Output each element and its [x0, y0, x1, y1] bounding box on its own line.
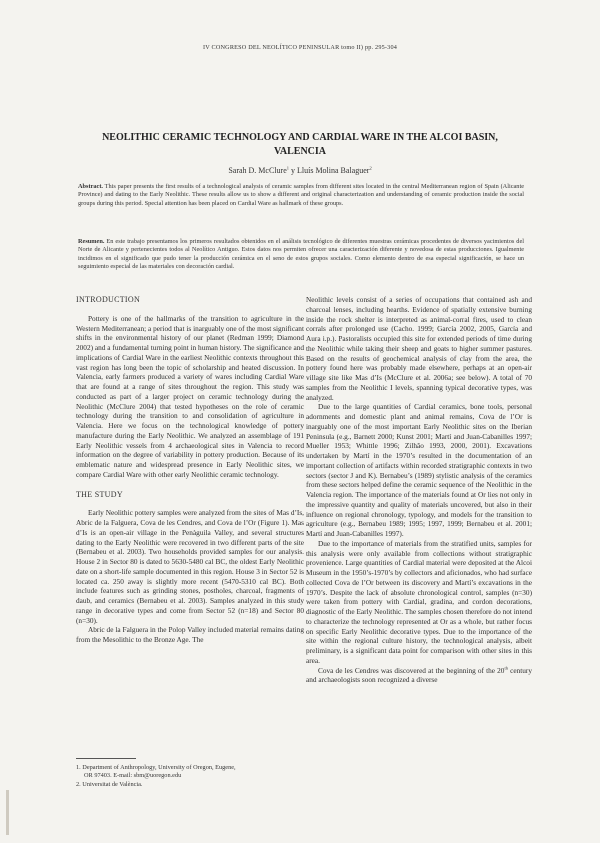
abstract-text: This paper presents the first results of a technological analysis of ceramic samples from different sites located in the central Mediterranean region of Spain (Alicante Province) and dating to the Early Neolithic. These results allow us to show a different and original characterization and understanding of ceramic production inside the social groups during this period. Special attention has been placed on Cardial Ware as hallmark of these groups.: [78, 183, 524, 207]
section-heading-study: THE STUDY: [76, 489, 123, 499]
paper-title: [60, 131, 540, 159]
paragraph-text: century and archaeologists soon recognized a diverse: [306, 665, 532, 685]
paragraph: Due to the importance of materials from the stratified units, samples for this analysis were only available from collections without stratigraphic provenience. Large quantities of Cardial material were deposited at the Alcoi Museum in the 1950’s-1970’s by collectors and aficionados, who had surface collected Cova de l’Or between its discovery and Martí’s excavations in the 1970’s. Despite the lack of absolute chronological control, samples (n=30) were taken from pottery with Cardial, gradina, and cordon decorations, diagnostic of the Early Neolithic. The samples chosen therefore do not intend to characterize the technology represented at Or as a whole, but rather focus on specific Early Neolithic decorative types. Due to the importance of the site within the regional culture history, the technological analysis, albeit preliminary, is a significant data point for comparison with other sites in this area.: [306, 538, 533, 665]
abstract: [78, 183, 524, 208]
resumen: [78, 238, 524, 272]
footnote: OR 97403. E-mail: sbm@uoregon.edu: [84, 772, 182, 780]
footnote: 1. Department of Anthropology, University of Oregon, Eugene,: [76, 764, 236, 771]
paragraph: Due to the large quantities of Cardial ceramics, bone tools, personal adornments and domestic plant and animal remains, Cova de l’Or is inarguably one of the most important Early Neolithic sites on the Iberian Peninsula (e.g., Barnett 2000; Kunst 2001; Martí and Juan-Cabanilles 1997; Mueller 1953; Whittle 1996; Zilhão 1993, 2000, 2001). Excavations undertaken by Martí in the 1970’s resulted in the documentation of an important collection of artifacts within recorded stratigraphic contexts in two sectors (sector J and K). Bernabeu’s (1989) stylistic analysis of the ceramics from these sectors helped define the ceramic sequence of the Neolithic in the Valencia region. The importance of the materials found at Or lies not only in the impressive quantity and quality of materials uncovered, but also in their influence on regional chronology, typology, and models for the transition to agriculture (e.g., Bernabeu 1989; 1995; 1997, 1999; Bernabeu et al. 2001; Martí and Juan-Cabanilles 1997).: [306, 402, 532, 538]
abstract-label: Abstract.: [78, 183, 104, 190]
right-column: [306, 295, 532, 685]
resumen-label: Resumen.: [78, 238, 105, 245]
scan-edge-mark: [6, 790, 9, 835]
left-column: [76, 295, 304, 645]
paragraph: Neolithic levels consist of a series of occupations that contained ash and charcoal lenses, including hearths. Evidence of spatially extensive burning inside the rock shelter is interpreted as animal-corral fires, used to clean corrals after prolonged use (Cacho. 1999; García 2002, 2005, García and Aura i.p.). Pastoralists occupied this site for extended periods of time during the Neolithic while taking their sheep and goats to higher summer pastures. Based on the results of geochemical analysis of clay from the area, the pottery found here was probably made elsewhere, perhaps at an open-air village site like Mas d’Is (McClure et al. 2006a; see below). A total of 70 samples from the Neolithic I levels, spanning typical decorative types, was analyzed.: [306, 295, 532, 402]
paragraph: Abric de la Falguera in the Polop Valley included material remains dating from the Mesolithic to the Bronze Age. The: [76, 625, 304, 644]
author-name: Lluís Molina Balaguer: [297, 166, 370, 175]
title-line-1: NEOLITHIC CERAMIC TECHNOLOGY AND CARDIAL WARE IN THE ALCOI BASIN,: [102, 132, 498, 143]
paragraph-text: Cova de les Cendres was discovered at the beginning of the 20: [318, 665, 505, 675]
resumen-text: En este trabajo presentamos los primeros resultados obtenidos en el análisis tecnológico de diferentes muestras cerámicas procedentes de diversos yacimientos del Norte de Alicante y pertenecientes todos al Neolítico Antiguo. Estos datos nos permiten ofrecer una caracterización diferente y novedosa de estas producciones. Igualmente incidimos en el significado que pudo tener la producción cerámica en el seno de estos grupos sociales. Como elemento dentro de esa especial significación, se hace un seguimiento especial de las materiales con decoración cardial.: [78, 238, 524, 271]
author-affiliation-mark: 1: [286, 165, 289, 171]
title-line-2: VALENCIA: [273, 146, 327, 157]
section-heading-introduction: INTRODUCTION: [76, 295, 141, 304]
author-name: Sarah D. McClure: [228, 166, 287, 175]
footnotes: [76, 764, 304, 789]
ordinal-superscript: th: [504, 665, 508, 671]
author-affiliation-mark: 2: [369, 165, 372, 171]
footnote-rule: [76, 758, 136, 759]
paragraph: Pottery is one of the hallmarks of the transition to agriculture in the Western Mediterranean; a period that is inarguably one of the most significant shifts in the environmental history of our planet (Redman 1999; Diamond 2002) and a fundamental turning point in human history. The significance and implications of Cardial Ware in the earliest Neolithic contexts throughout this vast region has long been the topic of scholarship and heated discussion. In Valencia, early farmers produced a variety of wares including Cardial Ware that are found at a range of sites throughout the region. This study was conducted as part of a larger project on ceramic technology during the Neolithic (McClure 2004) that tested hypotheses on the role of ceramic technology during the transition to and consolidation of agriculture in Valencia. Here we focus on the technological knowledge of pottery manufacture during the Early Neolithic. We analyzed an assemblage of 191 Early Neolithic vessels from 4 archaeological sites in Valencia to record information on the degree of variability in pottery production. Because of its emblematic nature and widespread presence in Early Neolithic sites, we compare Cardial Ware with other early Neolithic ceramic technology.: [76, 313, 304, 479]
running-head: IV CONGRESO DEL NEOLÍTICO PENINSULAR tomo II) pp. 295-304: [202, 44, 398, 51]
footnote: 2. Universitat de València.: [76, 780, 143, 788]
paragraph: Early Neolithic pottery samples were analyzed from the sites of Mas d’Is, Abric de la Falguera, Cova de les Cendres, and Cova de l’Or (Figure 1). Mas d’Is is an open-air village in the Penàguila Valley, and several structures dating to the Early Neolithic were recovered in two different parts of the site (Bernabeu et al. 2003). Two households provided samples for our analysis. House 2 in Sector 80 is dated to 5630-5480 cal BC, the oldest Early Neolithic date on a short-life sample documented in this region. House 3 in Sector 52 is located ca. 250 away is slightly more recent (5470-5310 cal BC). Both include features such as grinding stones, postholes, charcoal, fragments of daub, and ceramics (Bernabeu et al. 2003). Samples analyzed in this study range in decorative types and come from Sector 52 (n=18) and Sector 80 (n=30).: [76, 508, 304, 625]
author-conjunction: y: [289, 166, 297, 175]
paragraph: [306, 666, 532, 686]
author-line: [0, 166, 600, 175]
